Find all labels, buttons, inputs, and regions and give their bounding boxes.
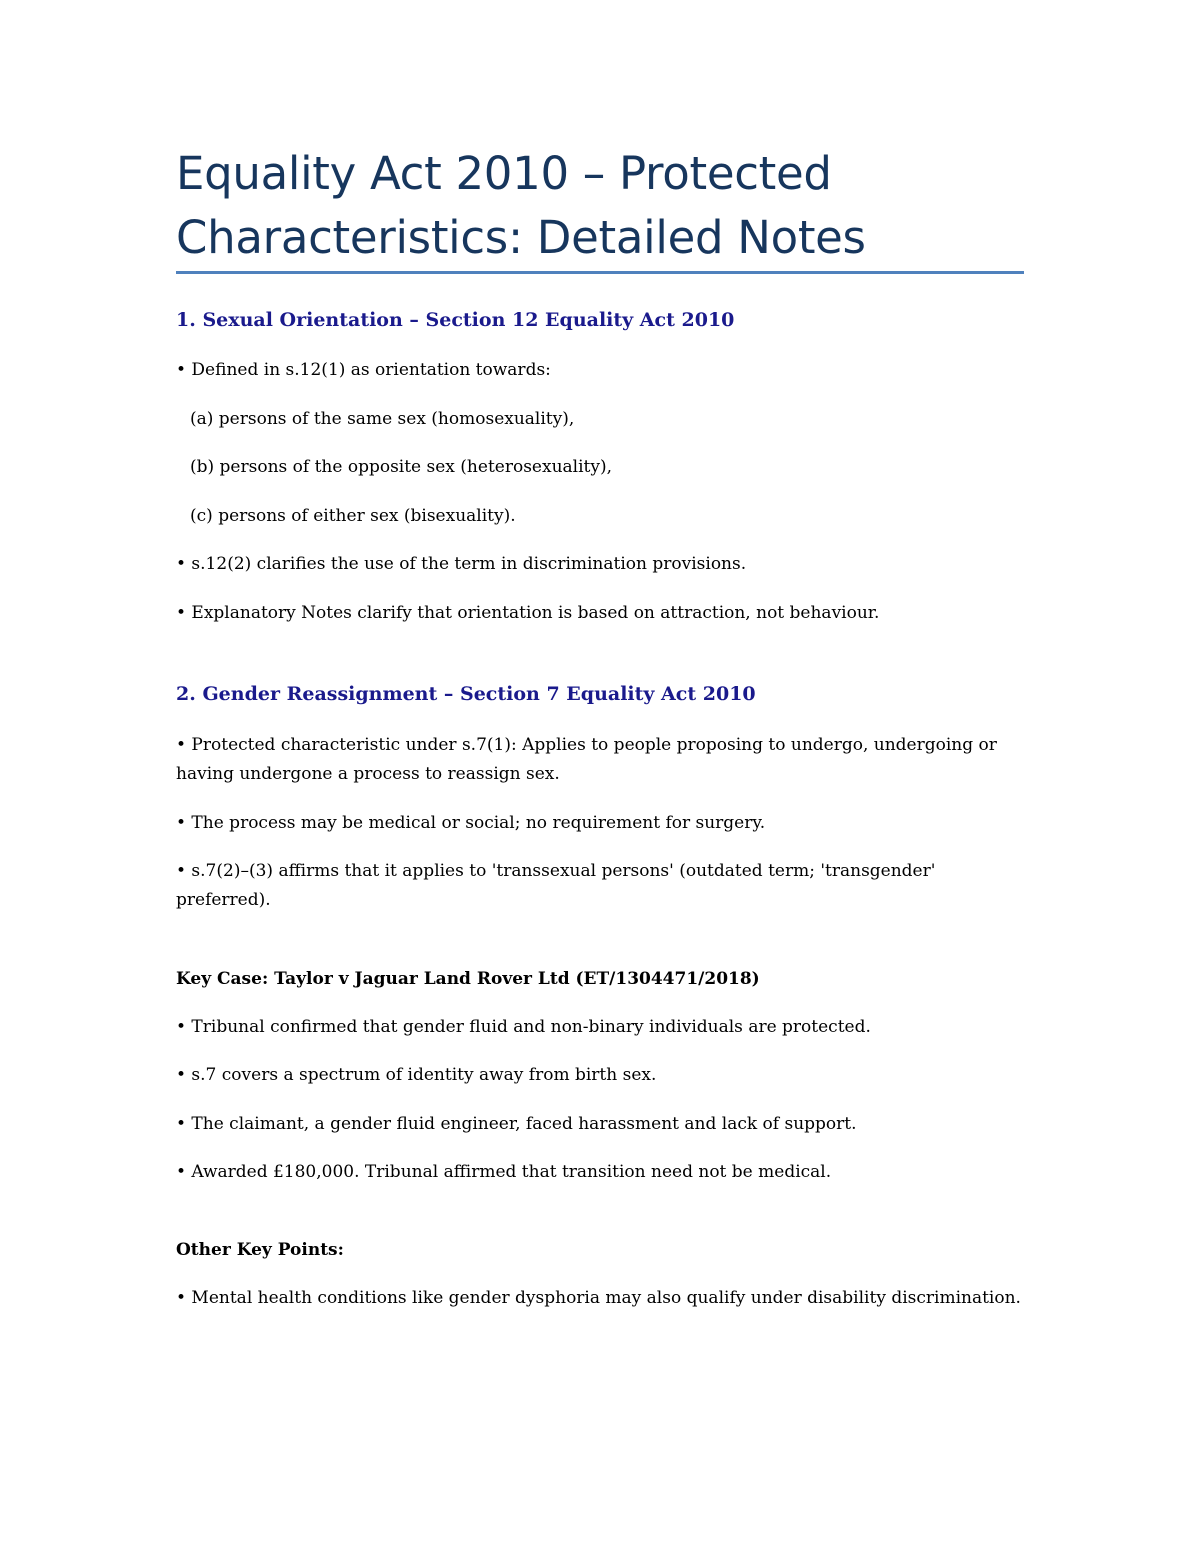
paragraph: • s.12(2) clarifies the use of the term in discrimination provisions. — [176, 554, 747, 574]
paragraph: • s.7 covers a spectrum of identity away from birth sex. — [176, 1065, 657, 1085]
key-case-heading: Key Case: Taylor v Jaguar Land Rover Ltd (ET/1304471/2018) — [176, 969, 760, 989]
paragraph: • Tribunal confirmed that gender fluid and non-binary individuals are protected. — [176, 1017, 871, 1037]
document-title: Equality Act 2010 – Protected Characteristics: Detailed Notes — [176, 147, 866, 264]
paragraph: • The process may be medical or social; no requirement for surgery. — [176, 813, 766, 833]
list-item: (a) persons of the same sex (homosexuality), — [190, 409, 575, 429]
paragraph: • s.7(2)–(3) affirms that it applies to 'transsexual persons' (outdated term; 'transgender' preferred). — [176, 861, 936, 910]
title-underline-rule — [176, 271, 1024, 274]
list-item: (b) persons of the opposite sex (heterosexuality), — [190, 457, 612, 477]
section-heading-gender-reassignment: 2. Gender Reassignment – Section 7 Equality Act 2010 — [176, 683, 756, 705]
section-heading-sexual-orientation: 1. Sexual Orientation – Section 12 Equality Act 2010 — [176, 309, 735, 331]
document-page — [176, 0, 1024, 1553]
paragraph: • Defined in s.12(1) as orientation towards: — [176, 360, 551, 380]
paragraph: • Mental health conditions like gender dysphoria may also qualify under disability discrimination. — [176, 1288, 1021, 1308]
paragraph: • Awarded £180,000. Tribunal affirmed that transition need not be medical. — [176, 1162, 832, 1182]
paragraph: • Protected characteristic under s.7(1): Applies to people proposing to undergo, undergoing or having undergone a process to reassign sex. — [176, 735, 997, 784]
list-item: (c) persons of either sex (bisexuality). — [190, 506, 516, 526]
paragraph: • Explanatory Notes clarify that orientation is based on attraction, not behaviour. — [176, 603, 880, 623]
paragraph: • The claimant, a gender fluid engineer, faced harassment and lack of support. — [176, 1114, 857, 1134]
other-key-points-heading: Other Key Points: — [176, 1240, 344, 1260]
